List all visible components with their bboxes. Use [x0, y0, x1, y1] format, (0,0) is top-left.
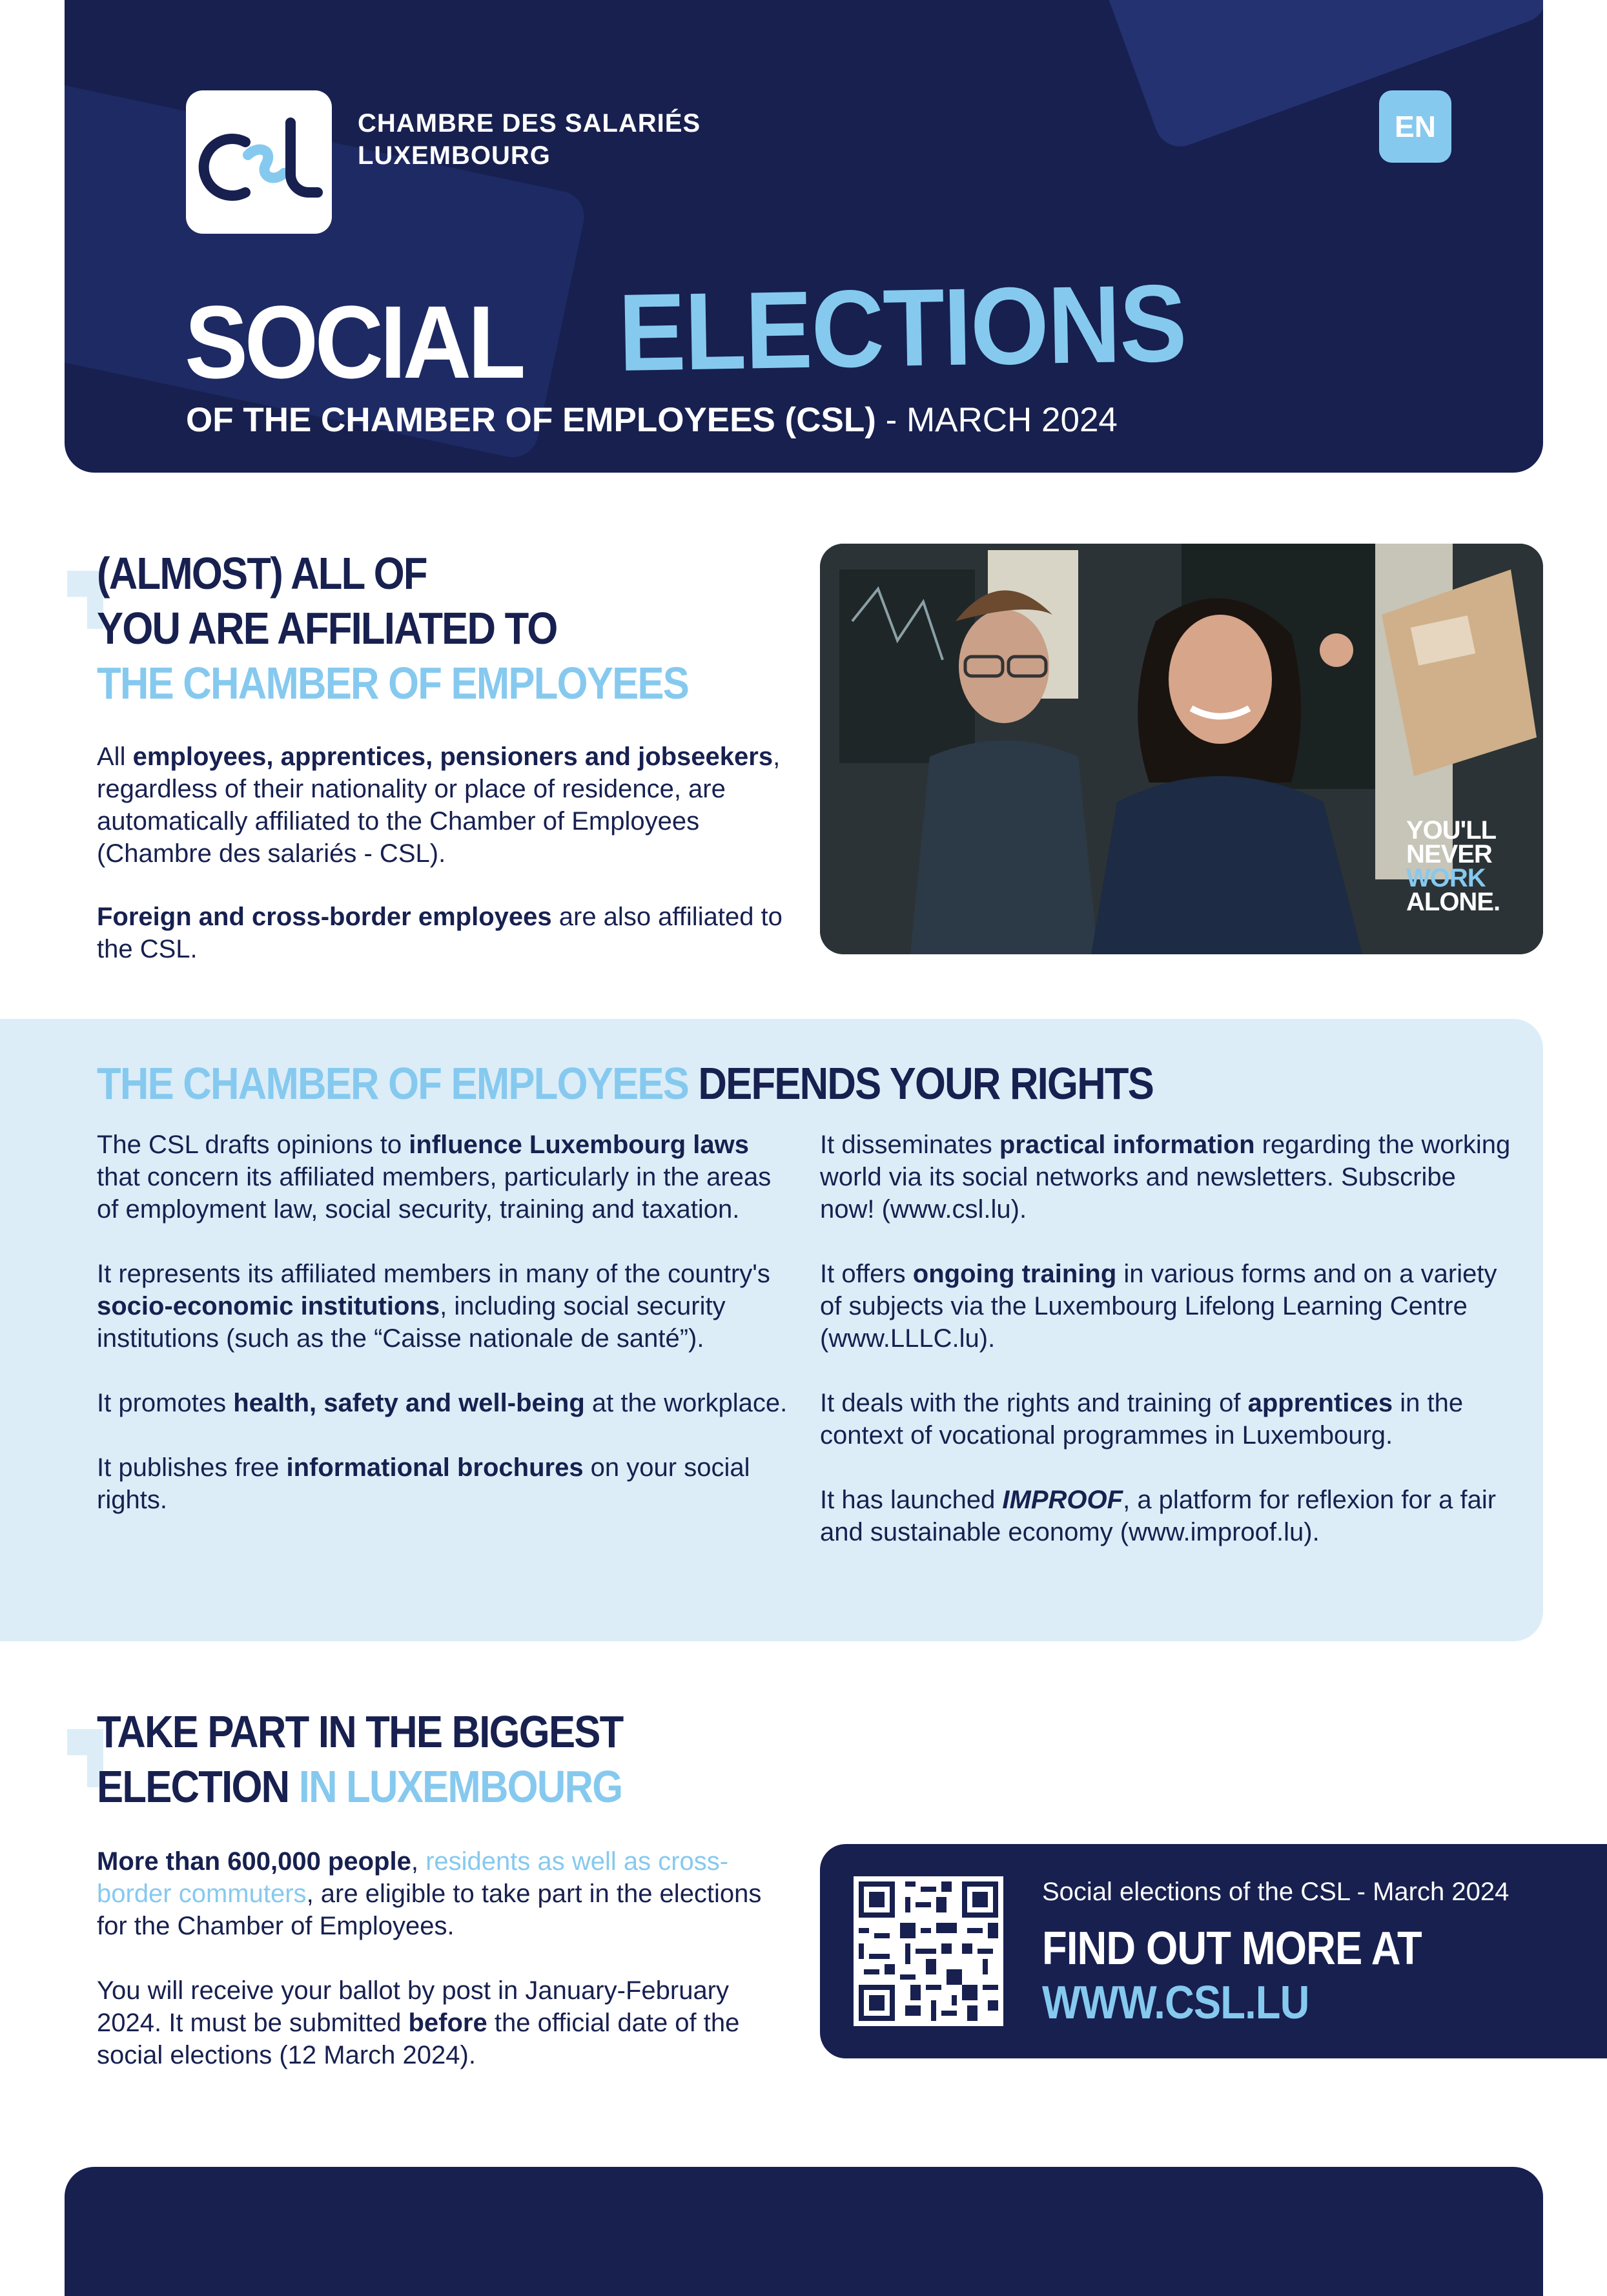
- text: in the context of vocational programmes in Luxembourg.: [820, 1389, 1464, 1450]
- text-bold: informational brochures: [286, 1453, 584, 1482]
- heading-rest: DEFENDS YOUR RIGHTS: [688, 1058, 1154, 1109]
- heading-line: (ALMOST) ALL OF: [97, 548, 427, 599]
- text-bold: IMPROOF: [1002, 1486, 1123, 1514]
- text-bold: socio-economic institutions: [97, 1292, 440, 1320]
- heading-line: YOU ARE AFFILIATED TO: [97, 603, 557, 653]
- text-bold: apprentices: [1247, 1389, 1393, 1417]
- text: , a platform for reflexion for a fair and sustainable economy (www.improof.lu).: [820, 1486, 1497, 1546]
- header-banner: [65, 0, 1543, 473]
- text: It publishes free: [97, 1453, 287, 1482]
- decorative-shape: [1081, 0, 1543, 154]
- heading-accent: IN LUXEMBOURG: [289, 1761, 622, 1812]
- text: that concern its affiliated members, particularly in the areas of employment law, social security, training and taxation.: [97, 1163, 772, 1224]
- campaign-slogan: [1406, 816, 1500, 916]
- cross-border-paragraph: [97, 901, 794, 965]
- rights-section: [0, 1019, 1543, 1641]
- text: It represents its affiliated members in many of the country's: [97, 1260, 770, 1288]
- text: It has launched: [820, 1486, 1003, 1514]
- text-bold: Foreign and cross-border employees: [97, 903, 552, 931]
- footer-band: [65, 2167, 1543, 2296]
- text: It offers: [820, 1260, 913, 1288]
- heading-word: ELECTION: [97, 1761, 289, 1812]
- subtitle: [186, 400, 1118, 440]
- subtitle-bold: OF THE CHAMBER OF EMPLOYEES (CSL): [186, 401, 876, 439]
- affiliation-paragraph: [97, 741, 794, 870]
- text: The CSL drafts opinions to: [97, 1131, 409, 1159]
- campaign-photo: [820, 544, 1543, 954]
- heading-line-accent: THE CHAMBER OF EMPLOYEES: [97, 658, 689, 708]
- election-heading: [97, 1705, 710, 1814]
- csl-logo-icon: [186, 90, 332, 234]
- text: the official date of the social elections (12 March 2024).: [97, 2009, 740, 2069]
- text-bold: health, safety and well-being: [233, 1389, 585, 1417]
- rights-paragraph: [97, 1129, 794, 1225]
- language-badge[interactable]: EN: [1379, 90, 1451, 163]
- rights-column-left: [97, 1129, 794, 1548]
- text: , including social security institutions (such as the “Caisse nationale de santé”).: [97, 1292, 726, 1353]
- text: , regardless of their nationality or place of residence, are automatically affiliated to the Chamber of Employees (Chambre des salariés - CSL).: [97, 743, 781, 868]
- affiliation-section: [97, 546, 794, 965]
- rights-paragraph: [820, 1129, 1517, 1225]
- rights-paragraph: [820, 1387, 1517, 1451]
- text: are also affiliated to the CSL.: [97, 903, 783, 963]
- text: It disseminates: [820, 1131, 999, 1159]
- heading-line: TAKE PART IN THE BIGGEST: [97, 1707, 623, 1757]
- text-bold: influence Luxembourg laws: [409, 1131, 749, 1159]
- text: regarding the working world via its social networks and newsletters. Subscribe now! (www.csl.lu).: [820, 1131, 1511, 1224]
- rights-heading: [97, 1056, 1153, 1111]
- rights-paragraph: [820, 1484, 1517, 1548]
- slogan-line: NEVER: [1406, 840, 1492, 868]
- logo-wordmark: [358, 107, 701, 172]
- website-link[interactable]: WWW.CSL.LU: [1042, 1977, 1309, 2029]
- rights-column-right: [820, 1129, 1517, 1581]
- text-accent: residents as well as cross-border commuters: [97, 1847, 729, 1908]
- cta-caption: Social elections of the CSL - March 2024: [1042, 1878, 1510, 1906]
- text: in various forms and on a variety of subjects via the Luxembourg Lifelong Learning Centre (www.LLLC.lu).: [820, 1260, 1497, 1353]
- text: at the workplace.: [584, 1389, 788, 1417]
- logo-line-2: LUXEMBOURG: [358, 141, 551, 170]
- cta-heading: [1042, 1922, 1422, 2030]
- rights-paragraph: [820, 1258, 1517, 1355]
- csl-logo: [186, 90, 332, 234]
- title-social: SOCIAL: [185, 284, 522, 400]
- text: You will receive your ballot by post in January-February 2024. It must be submitted: [97, 1976, 730, 2037]
- main-title: [185, 261, 1187, 402]
- text: ,: [411, 1847, 426, 1876]
- election-section: [97, 1705, 794, 2071]
- logo-line-1: CHAMBRE DES SALARIÉS: [358, 109, 701, 138]
- affiliation-heading: [97, 546, 710, 711]
- subtitle-date: - MARCH 2024: [875, 401, 1118, 439]
- text: , are eligible to take part in the elections for the Chamber of Employees.: [97, 1880, 762, 1940]
- slogan-line: YOU'LL: [1406, 816, 1497, 845]
- text-bold: ongoing training: [912, 1260, 1117, 1288]
- find-out-more-box[interactable]: [820, 1844, 1607, 2058]
- text: It deals with the rights and training of: [820, 1389, 1248, 1417]
- cta-line: FIND OUT MORE AT: [1042, 1923, 1422, 1974]
- text: on your social rights.: [97, 1453, 750, 1514]
- ballot-paragraph: [97, 1974, 794, 2071]
- text-bold: before: [408, 2009, 487, 2037]
- text: It promotes: [97, 1389, 234, 1417]
- text-bold: More than 600,000 people: [97, 1847, 411, 1876]
- rights-paragraph: [97, 1387, 794, 1419]
- slogan-line-accent: WORK: [1406, 864, 1486, 892]
- qr-code-icon[interactable]: [854, 1876, 1003, 2026]
- eligibility-paragraph: [97, 1845, 794, 1942]
- rights-paragraph: [97, 1451, 794, 1516]
- text: All: [97, 743, 133, 771]
- title-elections: ELECTIONS: [617, 261, 1187, 395]
- heading-accent: THE CHAMBER OF EMPLOYEES: [97, 1058, 689, 1109]
- heading-line: [97, 1759, 710, 1814]
- text-bold: practical information: [999, 1131, 1255, 1159]
- slogan-line: ALONE.: [1406, 888, 1500, 916]
- text-bold: employees, apprentices, pensioners and jobseekers: [132, 743, 773, 771]
- rights-paragraph: [97, 1258, 794, 1355]
